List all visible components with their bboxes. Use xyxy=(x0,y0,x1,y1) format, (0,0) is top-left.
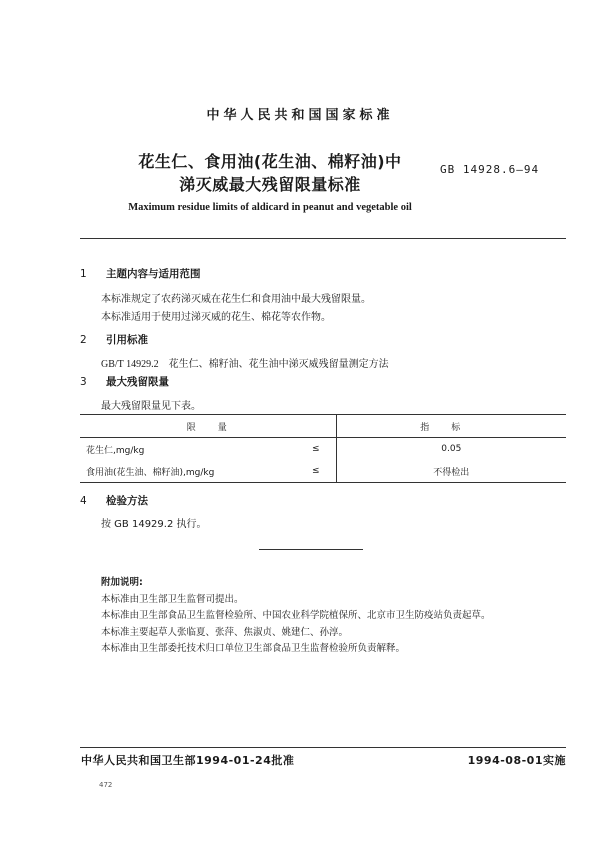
limits-table xyxy=(80,414,566,483)
document-title-line-2: 涕灭威最大残留限量标准 xyxy=(179,175,361,194)
english-title: Maximum residue limits of aldicard in peanut and vegetable oil xyxy=(128,202,412,213)
section-title: 检验方法 xyxy=(106,495,148,507)
section-heading-3 xyxy=(80,374,169,389)
appendix-line: 本标准由卫生部委托技术归口单位卫生部食品卫生监督检验所负责解释。 xyxy=(101,643,406,654)
page-number: 472 xyxy=(99,781,113,789)
section-number: 3 xyxy=(80,376,87,388)
appendix-line: 本标准主要起草人张临夏、张萍、焦淑贞、姚建仁、孙淳。 xyxy=(101,626,349,638)
limit-item: 花生仁,mg/kg xyxy=(86,445,145,456)
approval-date: 中华人民共和国卫生部1994-01-24批准 xyxy=(81,754,295,767)
header-divider xyxy=(80,238,566,239)
limit-value: 0.05 xyxy=(441,444,462,454)
section-heading-4 xyxy=(80,493,148,508)
limit-item: 食用油(花生油、棉籽油),mg/kg xyxy=(86,467,215,478)
section-1-paragraph-1: 本标准规定了农药涕灭威在花生仁和食用油中最大残留限量。 xyxy=(101,294,371,305)
section-heading-2 xyxy=(80,332,148,347)
table-header-row xyxy=(80,415,566,438)
section-2-paragraph-1: GB/T 14929.2 花生仁、棉籽油、花生油中涕灭威残留量测定方法 xyxy=(101,359,389,370)
appendix-line: 本标准由卫生部食品卫生监督检验所、中国农业科学院植保所、北京市卫生防疫站负责起草。 xyxy=(101,610,491,621)
appendix-notes xyxy=(101,575,491,658)
section-title: 主题内容与适用范围 xyxy=(106,268,201,280)
appendix-line: 本标准由卫生部卫生监督司提出。 xyxy=(101,593,244,605)
section-title: 最大残留限量 xyxy=(106,376,169,388)
implementation-date: 1994-08-01实施 xyxy=(467,754,566,767)
end-of-text-divider xyxy=(259,549,363,550)
section-title: 引用标准 xyxy=(106,334,148,346)
section-1-paragraph-2: 本标准适用于使用过涕灭威的花生、棉花等农作物。 xyxy=(101,312,331,323)
operator: ≤ xyxy=(312,438,336,461)
column-header-value: 指标 xyxy=(420,422,483,433)
section-number: 2 xyxy=(80,334,87,346)
section-3-paragraph-1: 最大残留限量见下表。 xyxy=(101,401,201,412)
column-header-limit: 限量 xyxy=(80,415,336,438)
appendix-label: 附加说明: xyxy=(101,577,143,588)
footer-divider xyxy=(80,747,566,748)
section-number: 1 xyxy=(80,268,87,280)
table-row xyxy=(80,438,566,461)
standard-code: GB 14928.6—94 xyxy=(440,163,540,176)
operator: ≤ xyxy=(312,460,336,483)
section-4-paragraph-1: 按 GB 14929.2 执行。 xyxy=(101,519,207,530)
table-row xyxy=(80,460,566,483)
document-title-line-1: 花生仁、食用油(花生油、棉籽油)中 xyxy=(138,152,402,171)
national-standard-label: 中华人民共和国国家标准 xyxy=(206,108,394,123)
section-number: 4 xyxy=(80,495,87,507)
limit-value: 不得检出 xyxy=(433,467,470,478)
section-heading-1 xyxy=(80,266,201,281)
